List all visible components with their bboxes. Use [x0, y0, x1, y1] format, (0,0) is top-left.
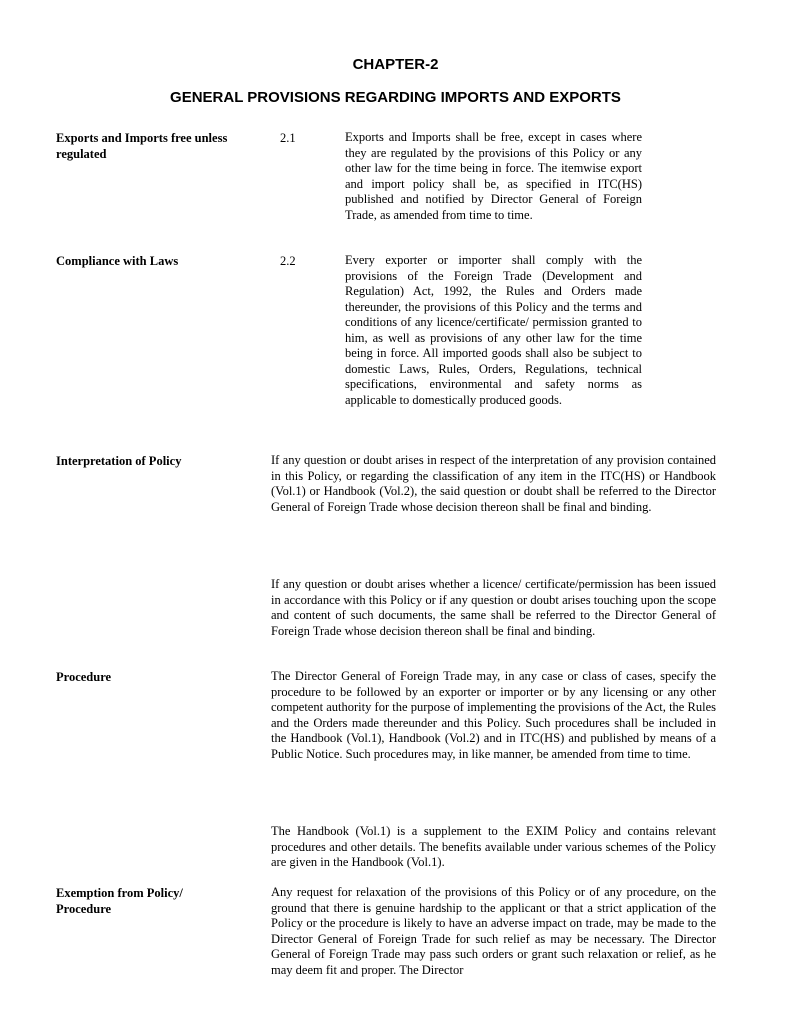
- side-heading-exports-imports: Exports and Imports free unless regulated: [56, 131, 228, 161]
- interpretation-paragraph-2: If any question or doubt arises whether a licence/ certificate/permission has been issued in accordance with this Policy or if any question or doubt arises touching upon the scope and content of such documents, the same shall be referred to the Director General of Foreign Trade whose decision thereon shall be final and binding.: [271, 577, 716, 638]
- paragraph-2-1-text: Exports and Imports shall be free, except in cases where they are regulated by the provisions of this Policy or any other law for the time being in force. The itemwise export and import policy shall be, as specified in ITC(HS) published and notified by Director General of Foreign Trade, as amended from time to time.: [345, 130, 642, 222]
- paragraph-2-2-text: Every exporter or importer shall comply with the provisions of the Foreign Trade (Development and Regulation) Act, 1992, the Rules and Orders made thereunder, the provisions of this Policy and the terms and conditions of any licence/certificate/ permission granted to him, as well as provisions of any other law for the time being in force. All imported goods shall also be subject to domestic Laws, Rules, Orders, Regulations, technical specifications, environmental and safety norms as applicable to domestically produced goods.: [345, 253, 642, 407]
- interpretation-paragraph-1: If any question or doubt arises in respect of the interpretation of any provision contained in this Policy, or regarding the classification of any item in the ITC(HS) or Handbook (Vol.1) or Handbook (Vol.2), the said question or doubt shall be referred to the Director General of Foreign Trade whose decision thereon shall be final and binding.: [271, 453, 716, 514]
- procedure-paragraph-1: The Director General of Foreign Trade may, in any case or class of cases, specify the procedure to be followed by an exporter or importer or by any licensing or any other competent authority for the purpose of implementing the provisions of the Act, the Rules and the Orders made thereunder and this Policy. Such procedures shall be included in the Handbook (Vol.1), Handbook (Vol.2) and in ITC(HS) and published by means of a Public Notice. Such procedures may, in like manner, be amended from time to time.: [271, 669, 716, 761]
- side-heading-exemption: [56, 885, 256, 917]
- chapter-title: CHAPTER-2: [352, 56, 439, 73]
- side-heading-exemption-line-1: Exemption from Policy/: [56, 886, 183, 900]
- side-heading-compliance: Compliance with Laws: [56, 254, 179, 268]
- procedure-paragraph-2: The Handbook (Vol.1) is a supplement to the EXIM Policy and contains relevant procedures and other details. The benefits available under various schemes of the Policy are given in the Handbook (Vol.1).: [271, 824, 716, 869]
- paragraph-number-2-1: 2.1: [280, 131, 296, 145]
- paragraph-number-2-2: 2.2: [280, 254, 296, 268]
- chapter-subtitle: GENERAL PROVISIONS REGARDING IMPORTS AND EXPORTS: [170, 89, 621, 106]
- side-heading-procedure: Procedure: [56, 670, 112, 684]
- exemption-paragraph-1: Any request for relaxation of the provisions of this Policy or of any procedure, on the ground that there is genuine hardship to the applicant or that a strict application of the Policy or the procedure is likely to have an adverse impact on trade, may be made to the Director General of Foreign Trade for such relief as may be necessary. The Director General of Foreign Trade may pass such orders or grant such relaxation or relief, as he may deem fit and proper. The Director: [271, 885, 716, 977]
- side-heading-exemption-line-2: Procedure: [56, 902, 112, 916]
- side-heading-interpretation: Interpretation of Policy: [56, 454, 182, 468]
